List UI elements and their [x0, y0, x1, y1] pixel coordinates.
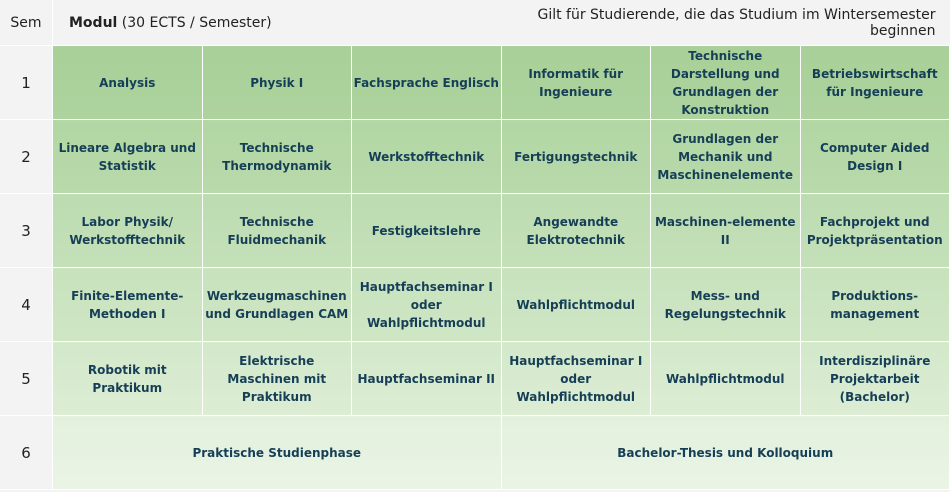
module-cell: Fachsprache Englisch [352, 46, 502, 120]
module-cell: Technische Darstellung und Grundlagen der Konstruktion [651, 46, 801, 120]
module-cell: Grundlagen der Mechanik und Maschinenelemente [651, 120, 801, 194]
module-cell: Mess- und Regelungstechnik [651, 268, 801, 342]
module-cell: Informatik für Ingenieure [501, 46, 651, 120]
semester-number: 4 [0, 268, 53, 342]
module-cell: Robotik mit Praktikum [53, 342, 203, 416]
module-cell: Technische Fluidmechanik [202, 194, 352, 268]
module-cell: Hauptfachseminar I oder Wahlpflichtmodul [352, 268, 502, 342]
semester-number: 3 [0, 194, 53, 268]
module-cell: Lineare Algebra und Statistik [53, 120, 203, 194]
semester-row [0, 268, 950, 342]
module-cell: Finite-Elemente-Methoden I [53, 268, 203, 342]
semester-number: 5 [0, 342, 53, 416]
module-cell: Bachelor-Thesis und Kolloquium [501, 416, 950, 490]
module-cell: Produktions-management [800, 268, 950, 342]
module-cell: Elektrische Maschinen mit Praktikum [202, 342, 352, 416]
semester-row [0, 120, 950, 194]
modul-ects: (30 ECTS / Semester) [117, 14, 272, 31]
modul-header [53, 0, 502, 46]
module-cell: Wahlpflichtmodul [651, 342, 801, 416]
module-cell: Labor Physik/ Werkstofftechnik [53, 194, 203, 268]
module-cell: Fachprojekt und Projektpräsentation [800, 194, 950, 268]
header-row [0, 0, 950, 46]
module-cell: Computer Aided Design I [800, 120, 950, 194]
module-cell: Werkzeugmaschinen und Grundlagen CAM [202, 268, 352, 342]
module-cell: Interdisziplinäre Projektarbeit (Bachelor) [800, 342, 950, 416]
module-cell: Fertigungstechnik [501, 120, 651, 194]
module-cell: Praktische Studienphase [53, 416, 502, 490]
module-cell: Angewandte Elektrotechnik [501, 194, 651, 268]
semester-row [0, 342, 950, 416]
semester-number: 2 [0, 120, 53, 194]
module-cell: Physik I [202, 46, 352, 120]
module-cell: Technische Thermodynamik [202, 120, 352, 194]
semester-row [0, 416, 950, 490]
validity-note: Gilt für Studierende, die das Studium im Wintersemester beginnen [501, 0, 950, 46]
module-cell: Hauptfachseminar II [352, 342, 502, 416]
module-cell: Hauptfachseminar I oder Wahlpflichtmodul [501, 342, 651, 416]
modul-label: Modul [69, 14, 118, 31]
module-cell: Maschinen-elemente II [651, 194, 801, 268]
sem-header: Sem [0, 0, 53, 46]
semester-row [0, 46, 950, 120]
semester-number: 1 [0, 46, 53, 120]
module-cell: Betriebswirtschaft für Ingenieure [800, 46, 950, 120]
module-cell: Analysis [53, 46, 203, 120]
module-cell: Werkstofftechnik [352, 120, 502, 194]
semester-row [0, 194, 950, 268]
module-cell: Festigkeitslehre [352, 194, 502, 268]
module-cell: Wahlpflichtmodul [501, 268, 651, 342]
semester-number: 6 [0, 416, 53, 490]
